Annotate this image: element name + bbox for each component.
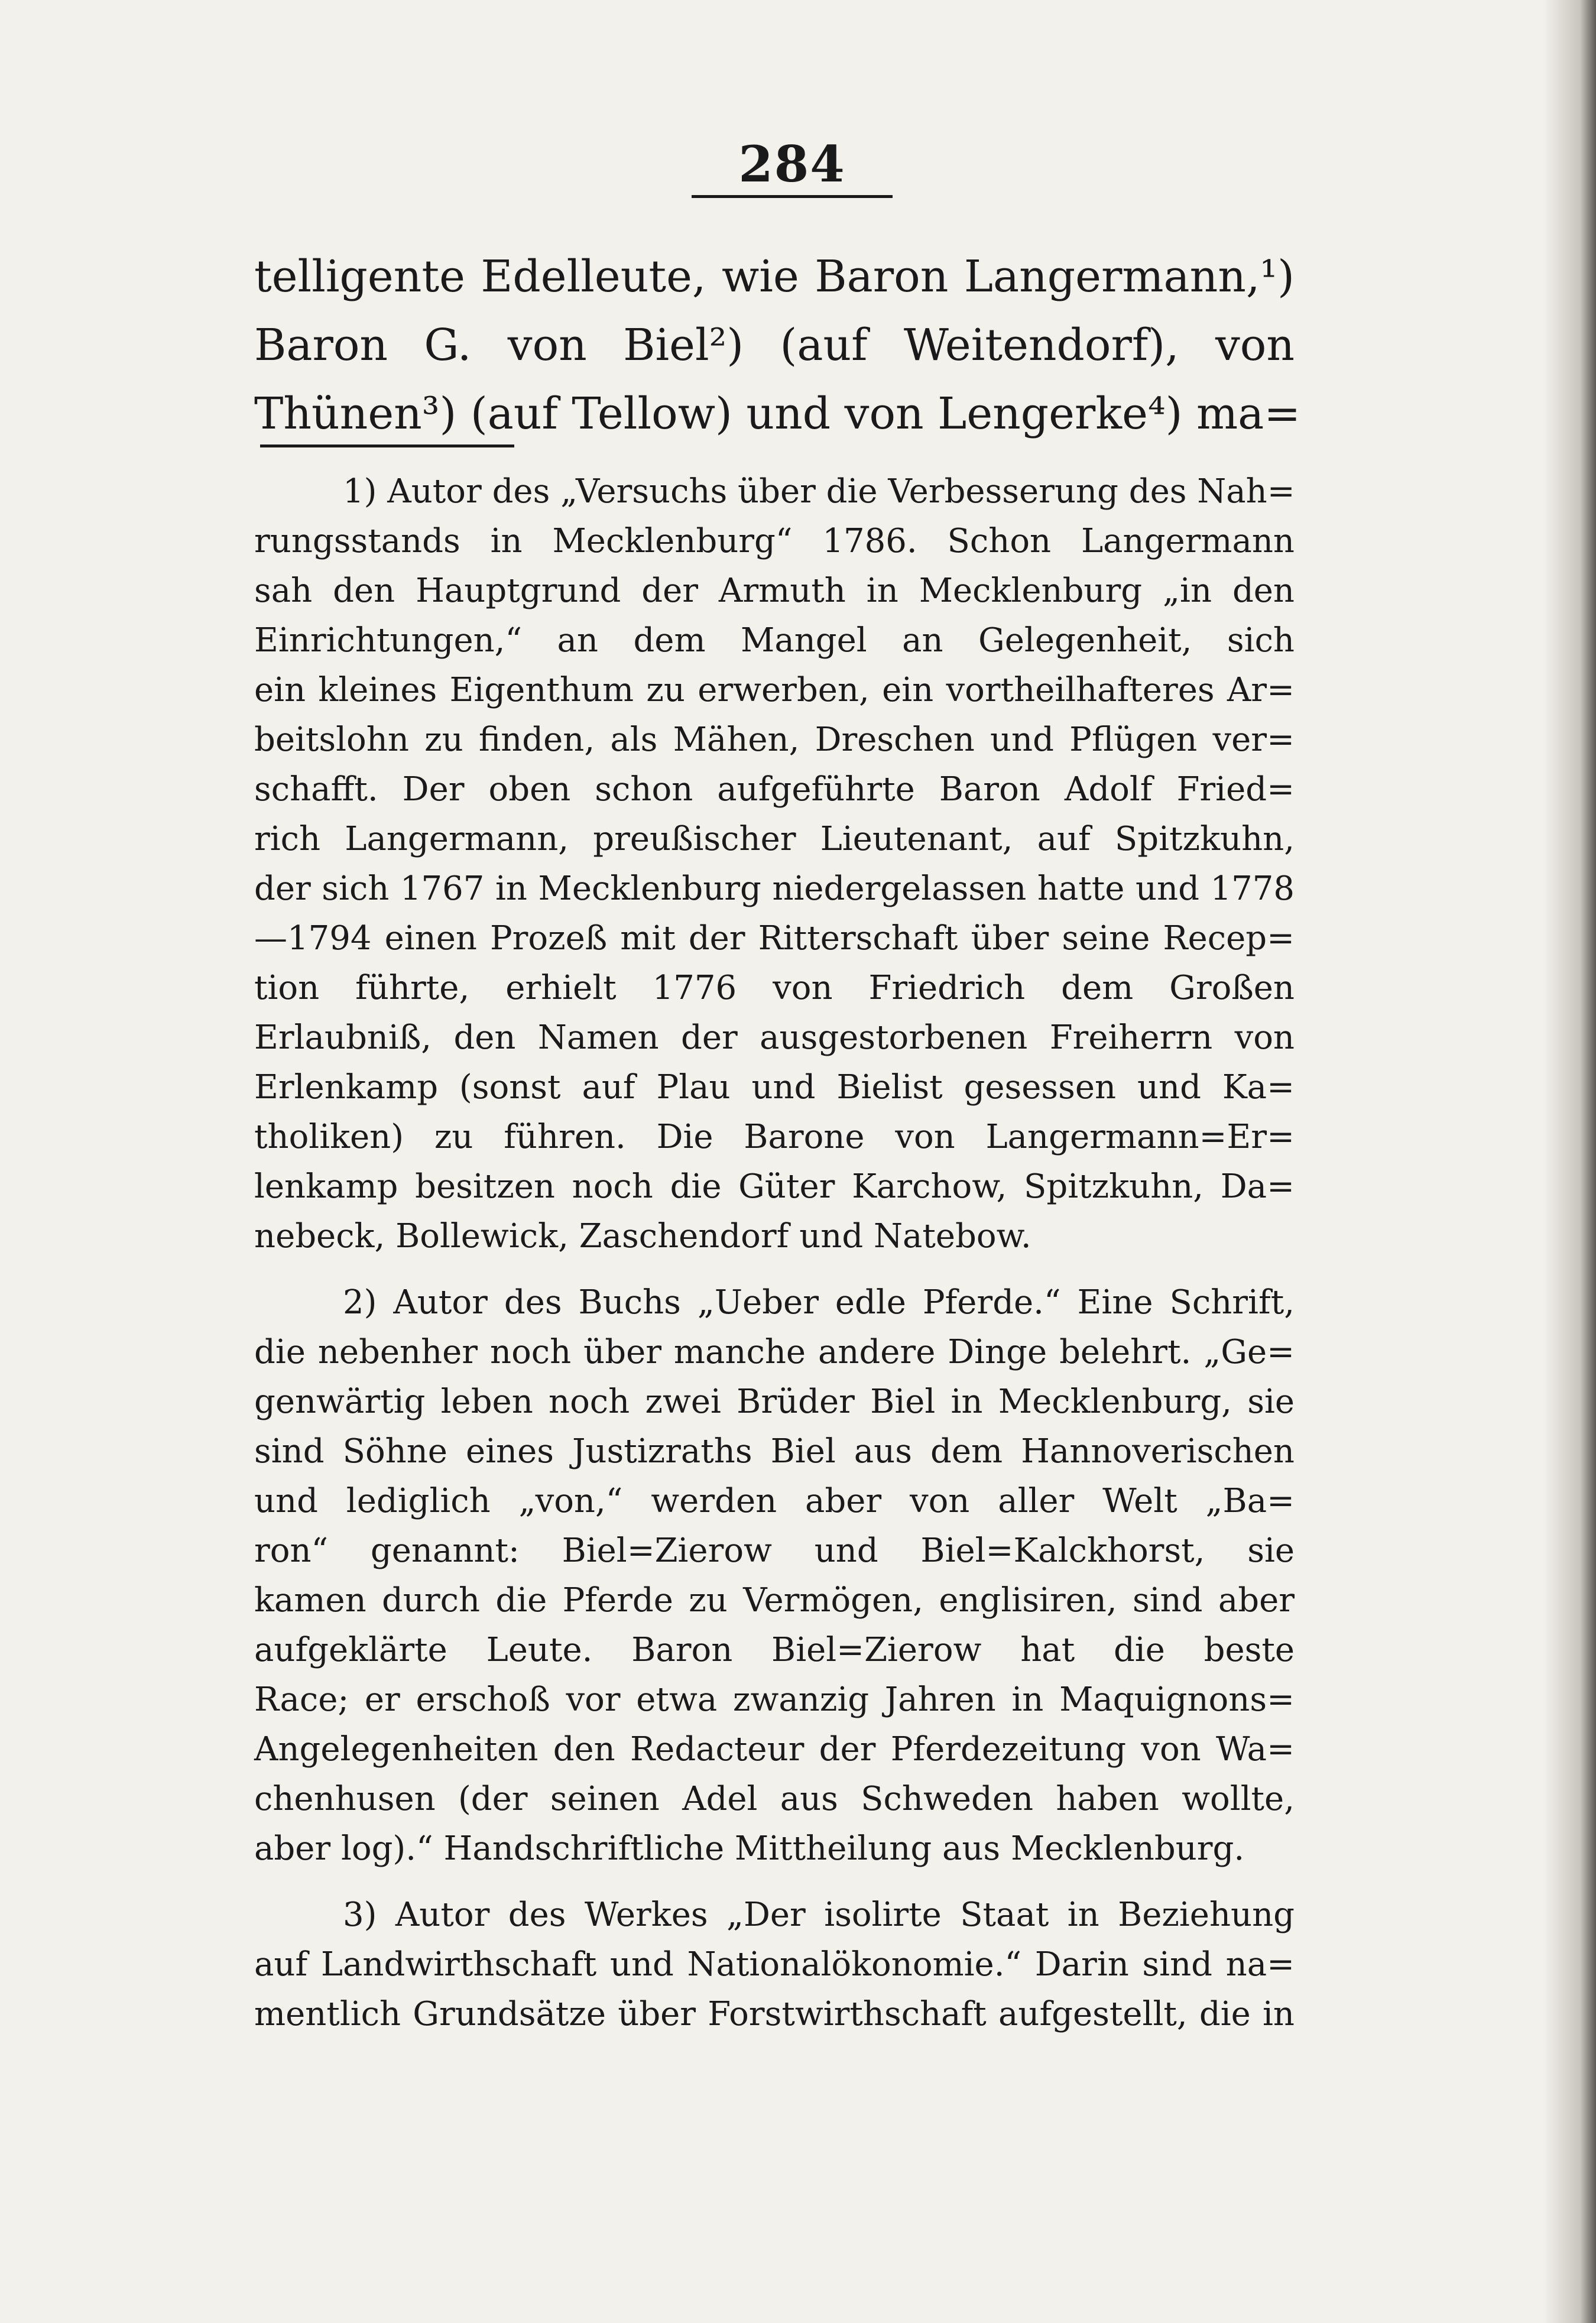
footnote-line: der sich 1767 in Mecklenburg niedergelassen hatte und 1778 xyxy=(254,869,1295,908)
footnote-line: beitslohn zu finden, als Mähen, Dreschen und Pflügen ver= xyxy=(254,721,1295,759)
footnote-line: sind Söhne eines Justizraths Biel aus dem Hannoverischen xyxy=(254,1432,1295,1471)
main-text-line: Thünen³) (auf Tellow) und von Lengerke⁴) ma= xyxy=(254,388,1301,439)
footnote-line: Erlenkamp (sonst auf Plau und Bielist gesessen und Ka= xyxy=(254,1068,1295,1107)
footnote-line: nebeck, Bollewick, Zaschendorf und Natebow. xyxy=(254,1217,1031,1255)
main-text-line: Baron G. von Biel²) (auf Weitendorf), von xyxy=(254,320,1295,371)
footnote-line: tion führte, erhielt 1776 von Friedrich dem Großen xyxy=(254,969,1295,1007)
main-text xyxy=(254,242,1301,448)
footnote-line: auf Landwirthschaft und Nationalökonomie.“ Darin sind na= xyxy=(254,1945,1295,1984)
footnote-line: Einrichtungen,“ an dem Mangel an Gelegenheit, sich xyxy=(254,621,1295,660)
footnote-line: chenhusen (der seinen Adel aus Schweden haben wollte, xyxy=(254,1780,1295,1818)
footnote-line: 2) Autor des Buchs „Ueber edle Pferde.“ Eine Schrift, xyxy=(343,1283,1295,1322)
footnote-line: rungsstands in Mecklenburg“ 1786. Schon Langermann xyxy=(254,522,1295,560)
footnote-line: sah den Hauptgrund der Armuth in Mecklenburg „in den xyxy=(254,572,1295,610)
footnote-line: —1794 einen Prozeß mit der Ritterschaft über seine Recep= xyxy=(254,919,1295,958)
footnote-line: 3) Autor des Werkes „Der isolirte Staat in Beziehung xyxy=(343,1896,1295,1934)
footnote-line: rich Langermann, preußischer Lieutenant, auf Spitzkuhn, xyxy=(254,820,1295,858)
footnote-line: ein kleines Eigenthum zu erwerben, ein vortheilhafteres Ar= xyxy=(254,671,1295,709)
footnote-line: lenkamp besitzen noch die Güter Karchow, Spitzkuhn, Da= xyxy=(254,1167,1295,1206)
footnote-line: genwärtig leben noch zwei Brüder Biel in Mecklenburg, sie xyxy=(254,1383,1295,1421)
page-number-rule xyxy=(692,195,893,198)
footnote-line: kamen durch die Pferde zu Vermögen, englisiren, sind aber xyxy=(254,1581,1295,1620)
footnote-line: Angelegenheiten den Redacteur der Pferdezeitung von Wa= xyxy=(254,1730,1295,1769)
footnote-line: mentlich Grundsätze über Forstwirthschaft aufgestellt, die in xyxy=(254,1995,1295,2033)
footnote-line: 1) Autor des „Versuchs über die Verbesserung des Nah= xyxy=(343,472,1295,511)
footnote-line: und lediglich „von,“ werden aber von aller Welt „Ba= xyxy=(254,1482,1295,1520)
footnote-line: Erlaubniß, den Namen der ausgestorbenen Freiherrn von xyxy=(254,1018,1295,1057)
footnote-line: die nebenher noch über manche andere Dinge belehrt. „Ge= xyxy=(254,1333,1295,1371)
footnote-2 xyxy=(254,1278,1295,1874)
footnote-line: ron“ genannt: Biel=Zierow und Biel=Kalckhorst, sie xyxy=(254,1532,1295,1570)
page-binding-shadow xyxy=(1543,0,1596,2323)
main-text-line: telligente Edelleute, wie Baron Langermann,¹) xyxy=(254,251,1295,302)
footnote-3 xyxy=(254,1890,1295,2039)
footnote-line: tholiken) zu führen. Die Barone von Langermann=Er= xyxy=(254,1118,1295,1156)
footnote-line: aber log).“ Handschriftliche Mittheilung aus Mecklenburg. xyxy=(254,1829,1245,1868)
footnote-1 xyxy=(254,467,1295,1261)
footnotes xyxy=(254,467,1295,2056)
footnote-line: aufgeklärte Leute. Baron Biel=Zierow hat die beste xyxy=(254,1631,1295,1669)
footnote-separator xyxy=(260,445,514,447)
footnote-line: schafft. Der oben schon aufgeführte Baron Adolf Fried= xyxy=(254,770,1295,809)
footnote-line: Race; er erschoß vor etwa zwanzig Jahren in Maquignons= xyxy=(254,1680,1295,1719)
page-number: 284 xyxy=(738,135,846,193)
